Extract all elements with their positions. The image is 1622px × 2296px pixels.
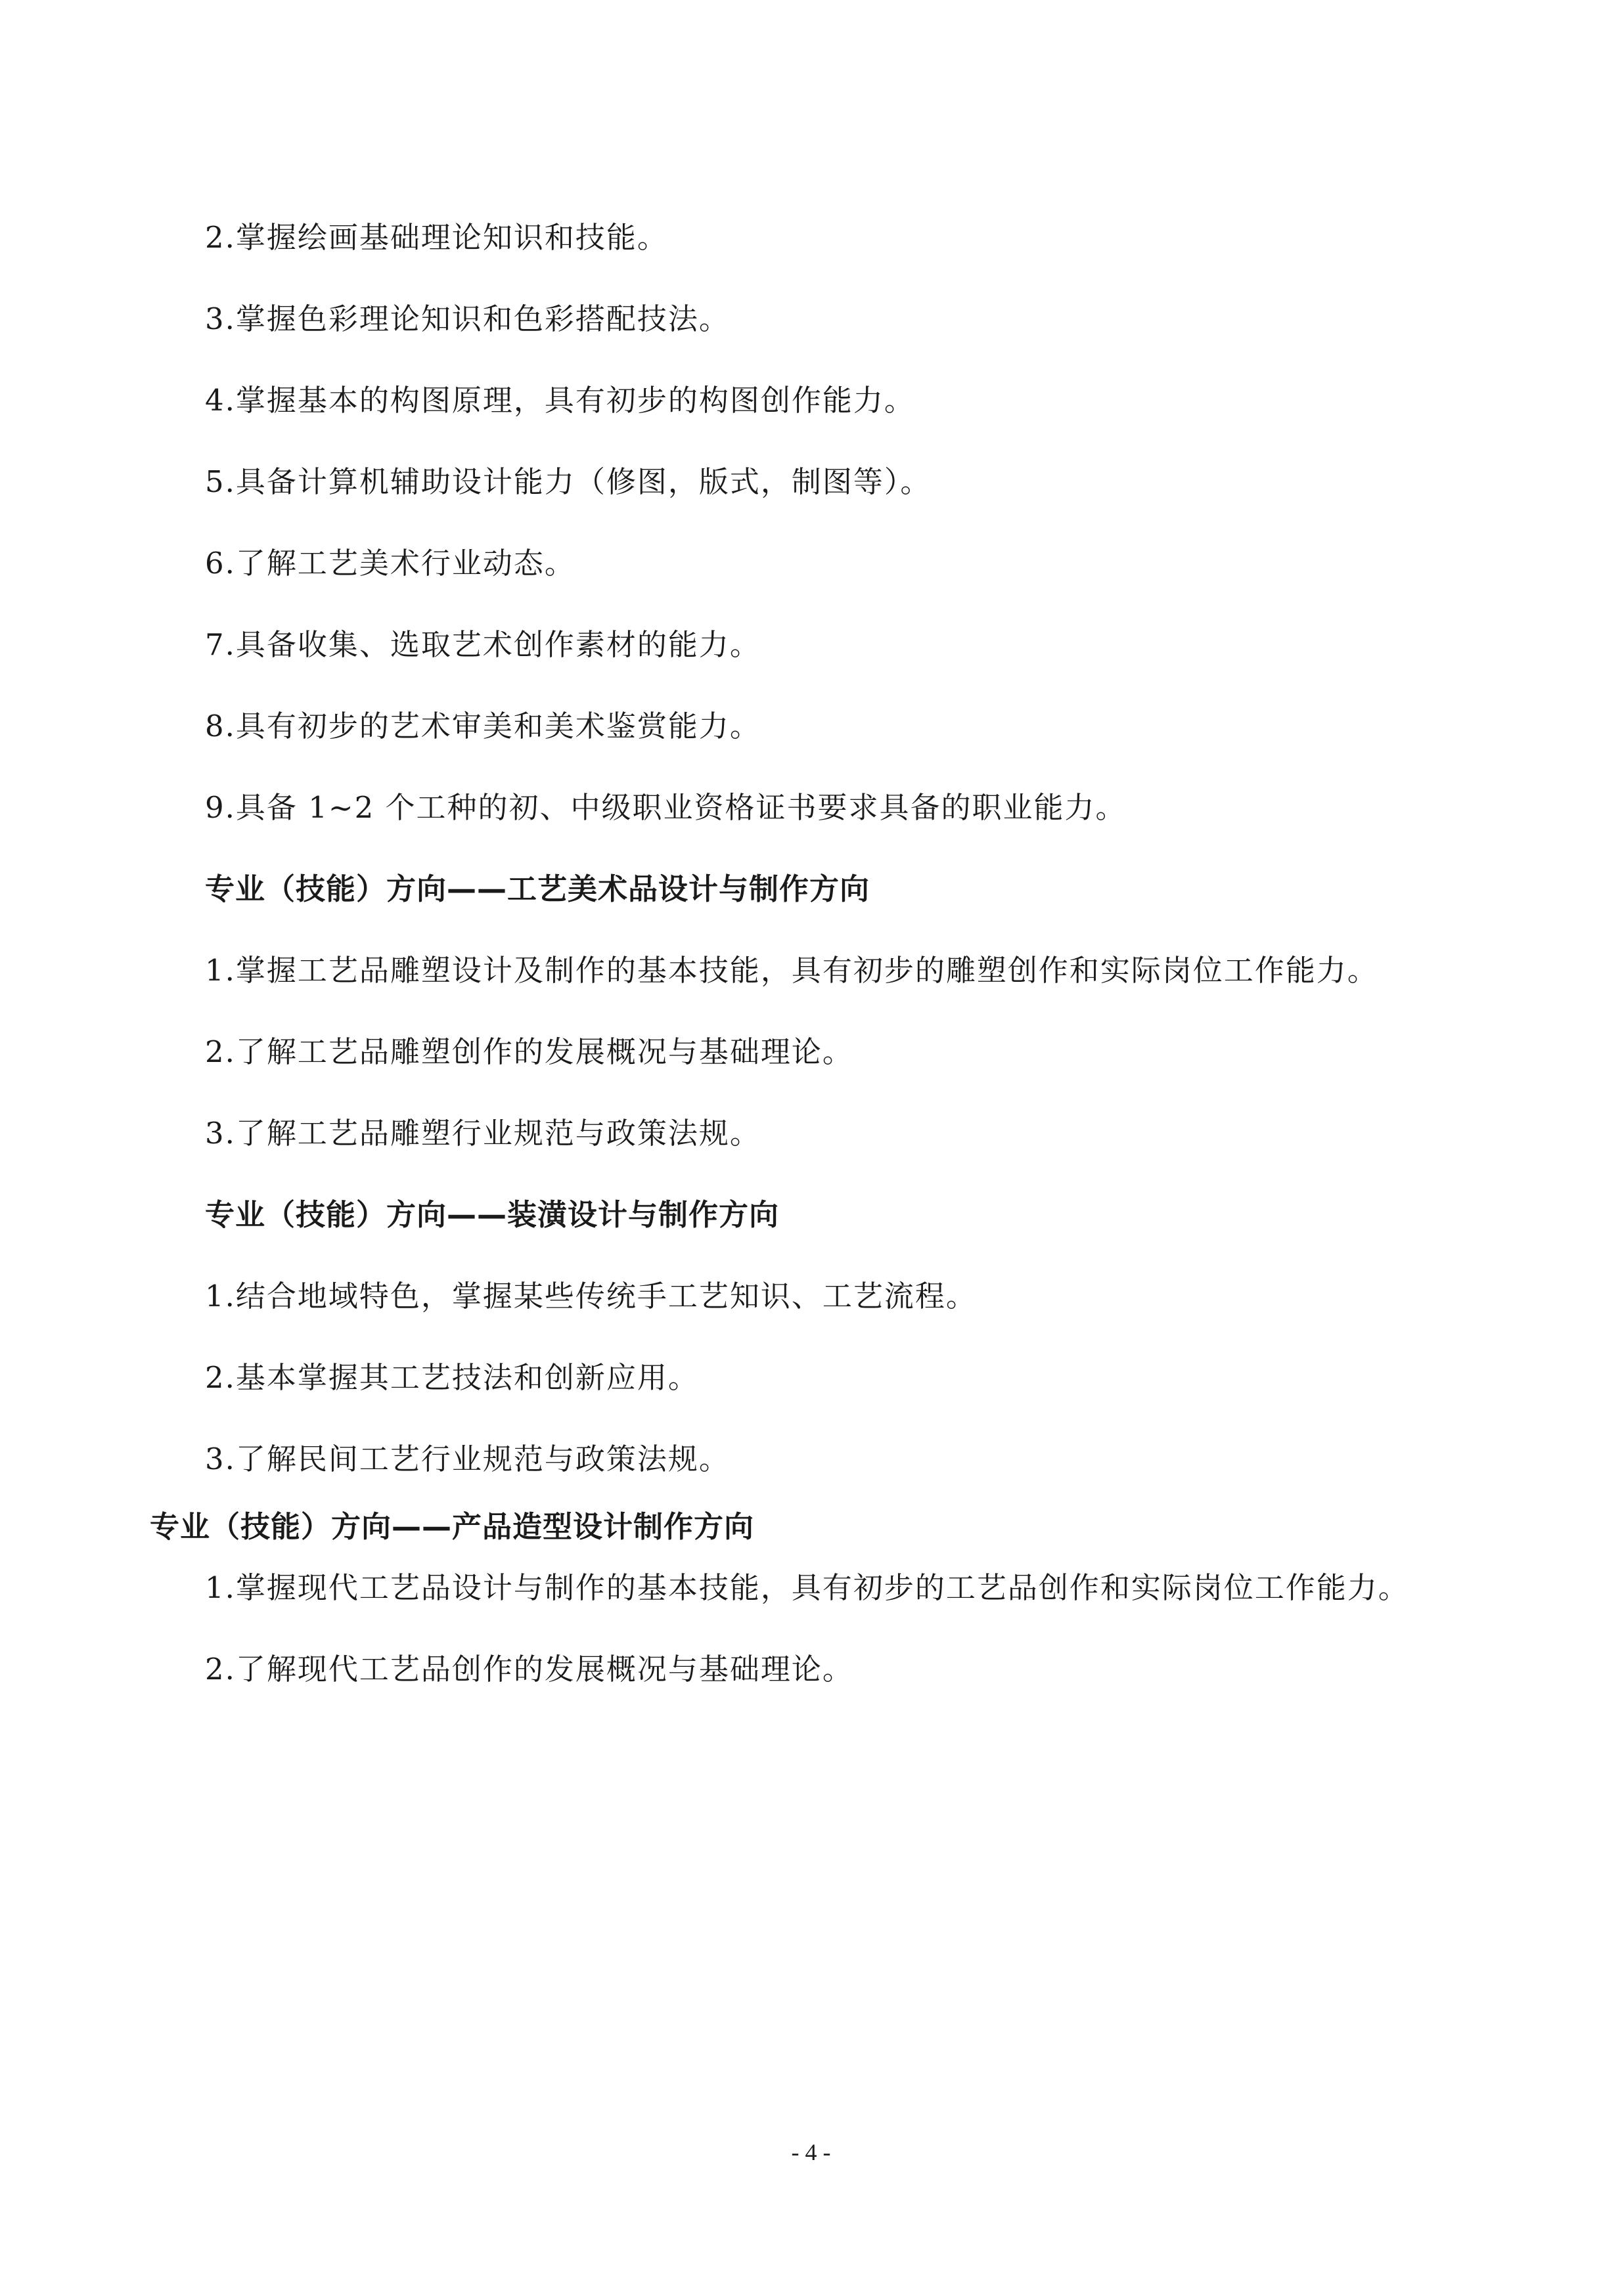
section-heading: 专业（技能）方向——装潢设计与制作方向 xyxy=(205,1197,780,1232)
list-item: 3.了解民间工艺行业规范与政策法规。 xyxy=(205,1442,730,1476)
list-item: 1.掌握现代工艺品设计与制作的基本技能，具有初步的工艺品创作和实际岗位工作能力。 xyxy=(205,1570,1409,1605)
list-item: 3.了解工艺品雕塑行业规范与政策法规。 xyxy=(205,1116,761,1151)
list-item: 1.结合地域特色，掌握某些传统手工艺知识、工艺流程。 xyxy=(205,1279,977,1314)
list-item: 2.了解现代工艺品创作的发展概况与基础理论。 xyxy=(205,1652,853,1687)
list-item: 5.具备计算机辅助设计能力（修图，版式，制图等）。 xyxy=(205,464,932,499)
section-heading: 专业（技能）方向——产品造型设计制作方向 xyxy=(150,1509,755,1544)
list-item: 8.具有初步的艺术审美和美术鉴赏能力。 xyxy=(205,709,761,743)
list-item: 4.掌握基本的构图原理，具有初步的构图创作能力。 xyxy=(205,383,915,418)
list-item: 2.基本掌握其工艺技法和创新应用。 xyxy=(205,1360,699,1395)
list-item: 2.了解工艺品雕塑创作的发展概况与基础理论。 xyxy=(205,1034,853,1069)
list-item: 3.掌握色彩理论知识和色彩搭配技法。 xyxy=(205,301,730,336)
list-item: 9.具备 1~2 个工种的初、中级职业资格证书要求具备的职业能力。 xyxy=(205,790,1127,825)
list-item: 7.具备收集、选取艺术创作素材的能力。 xyxy=(205,627,761,662)
section-heading: 专业（技能）方向——工艺美术品设计与制作方向 xyxy=(205,872,870,906)
list-item: 6.了解工艺美术行业动态。 xyxy=(205,546,575,581)
list-item: 2.掌握绘画基础理论知识和技能。 xyxy=(205,220,668,255)
page-number: - 4 - xyxy=(791,2139,831,2165)
list-item: 1.掌握工艺品雕塑设计及制作的基本技能，具有初步的雕塑创作和实际岗位工作能力。 xyxy=(205,953,1378,988)
